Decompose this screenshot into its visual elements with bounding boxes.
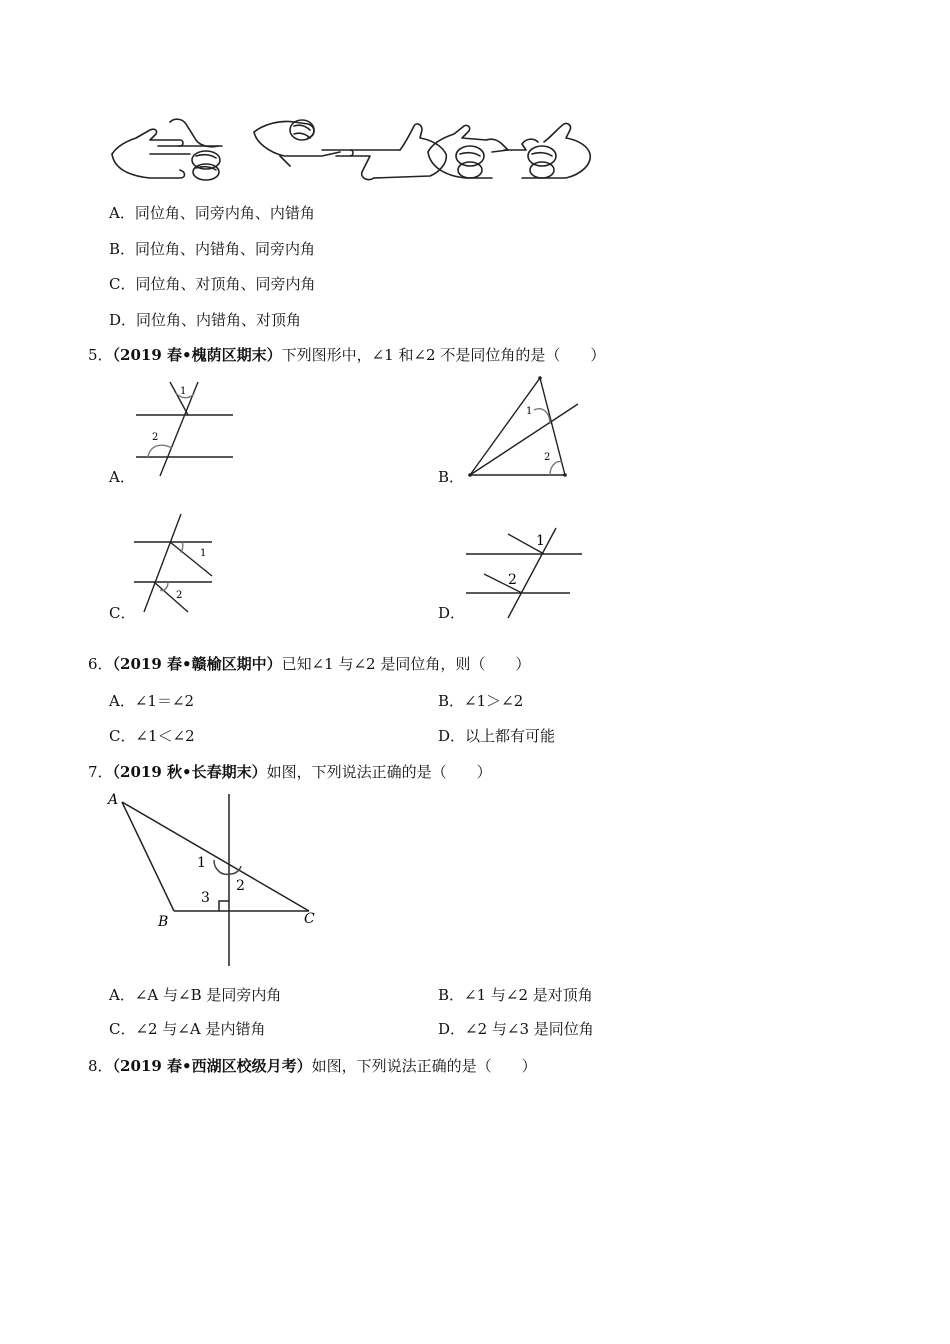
q5-option-d-letter: D． (438, 604, 466, 622)
gesture-corresponding-angles (112, 119, 222, 180)
option-text: 同位角、内错角、对顶角 (136, 311, 302, 329)
q7-option-b (438, 985, 593, 1005)
q7-triangle-figure (104, 790, 334, 972)
q4-option-a (109, 203, 315, 223)
question-source: （2019 秋•长春期末） (112, 763, 267, 781)
gesture-consecutive-interior-angles (428, 123, 590, 178)
option-letter: A． (109, 986, 135, 1004)
question-number: 7． (88, 763, 113, 781)
q7-option-d (438, 1019, 594, 1039)
option-text: ∠A 与∠B 是同旁内角 (134, 986, 282, 1004)
q5-figure-c (130, 512, 220, 616)
option-text: ∠1＝∠2 (134, 692, 195, 710)
q5-figure-a (130, 378, 240, 478)
question-source: （2019 春•赣榆区期中） (112, 655, 282, 673)
question-stem: 下列图形中，∠1 和∠2 不是同位角的是（ ） (281, 346, 606, 364)
question-source: （2019 春•西湖区校级月考） (112, 1057, 312, 1075)
angle-label-2: 2 (544, 452, 551, 463)
q4-option-b (109, 239, 315, 259)
q5-figure-d (460, 522, 584, 622)
option-letter: A． (109, 204, 135, 222)
option-letter: D． (109, 311, 137, 329)
angle-label-3: 3 (201, 890, 210, 906)
angle-label-1: 1 (180, 386, 187, 397)
question-stem: 如图，下列说法正确的是（ ） (266, 763, 492, 781)
option-text: 以上都有可能 (465, 727, 556, 745)
option-letter: A． (109, 692, 135, 710)
question-number: 8． (88, 1057, 113, 1075)
q7-option-c (109, 1019, 266, 1039)
q5-option-a-letter: A． (109, 468, 135, 486)
angle-label-2: 2 (236, 878, 245, 894)
option-text: ∠1＜∠2 (135, 727, 195, 745)
option-text: ∠1 与∠2 是对顶角 (464, 986, 593, 1004)
option-text: 同位角、内错角、同旁内角 (135, 240, 316, 258)
option-letter: D． (438, 1020, 466, 1038)
angle-label-1: 1 (536, 533, 545, 549)
angle-label-2: 2 (176, 590, 183, 601)
question-stem: 如图，下列说法正确的是（ ） (311, 1057, 537, 1075)
q5-option-b-letter: B． (438, 468, 465, 486)
question-number: 5． (88, 346, 113, 364)
option-letter: C． (109, 275, 136, 293)
option-letter: C． (109, 1020, 136, 1038)
question-6 (88, 654, 530, 674)
angle-label-1: 1 (197, 855, 206, 871)
q7-option-a (109, 985, 281, 1005)
q5-figure-b (462, 372, 586, 482)
question-number: 6． (88, 655, 113, 673)
angle-label-2: 2 (152, 432, 159, 443)
vertex-label-a: A (108, 792, 119, 808)
question-7 (88, 762, 492, 782)
q6-option-c (109, 726, 195, 746)
option-letter: B． (438, 692, 465, 710)
option-text: 同位角、对顶角、同旁内角 (135, 275, 316, 293)
gesture-alternate-interior-angles (254, 120, 446, 180)
angle-label-1: 1 (200, 548, 207, 559)
hand-gestures-figure (110, 112, 580, 187)
q6-option-d (438, 726, 555, 746)
question-8 (88, 1056, 537, 1076)
q4-option-d (109, 310, 301, 330)
q4-option-c (109, 274, 316, 294)
q6-option-a (109, 691, 194, 711)
option-letter: C． (109, 727, 136, 745)
option-text: ∠2 与∠A 是内错角 (135, 1020, 266, 1038)
angle-label-2: 2 (508, 572, 517, 588)
vertex-label-c: C (304, 911, 315, 927)
option-letter: B． (438, 986, 465, 1004)
question-5 (88, 345, 605, 365)
option-letter: D． (438, 727, 466, 745)
question-stem: 已知∠1 与∠2 是同位角，则（ ） (281, 655, 531, 673)
option-letter: B． (109, 240, 136, 258)
option-text: 同位角、同旁内角、内错角 (134, 204, 315, 222)
option-text: ∠2 与∠3 是同位角 (465, 1020, 594, 1038)
q6-option-b (438, 691, 523, 711)
vertex-label-b: B (158, 914, 169, 930)
angle-label-1: 1 (526, 406, 533, 417)
option-text: ∠1＞∠2 (464, 692, 524, 710)
q5-option-c-letter: C． (109, 604, 136, 622)
question-source: （2019 春•槐荫区期末） (112, 346, 282, 364)
